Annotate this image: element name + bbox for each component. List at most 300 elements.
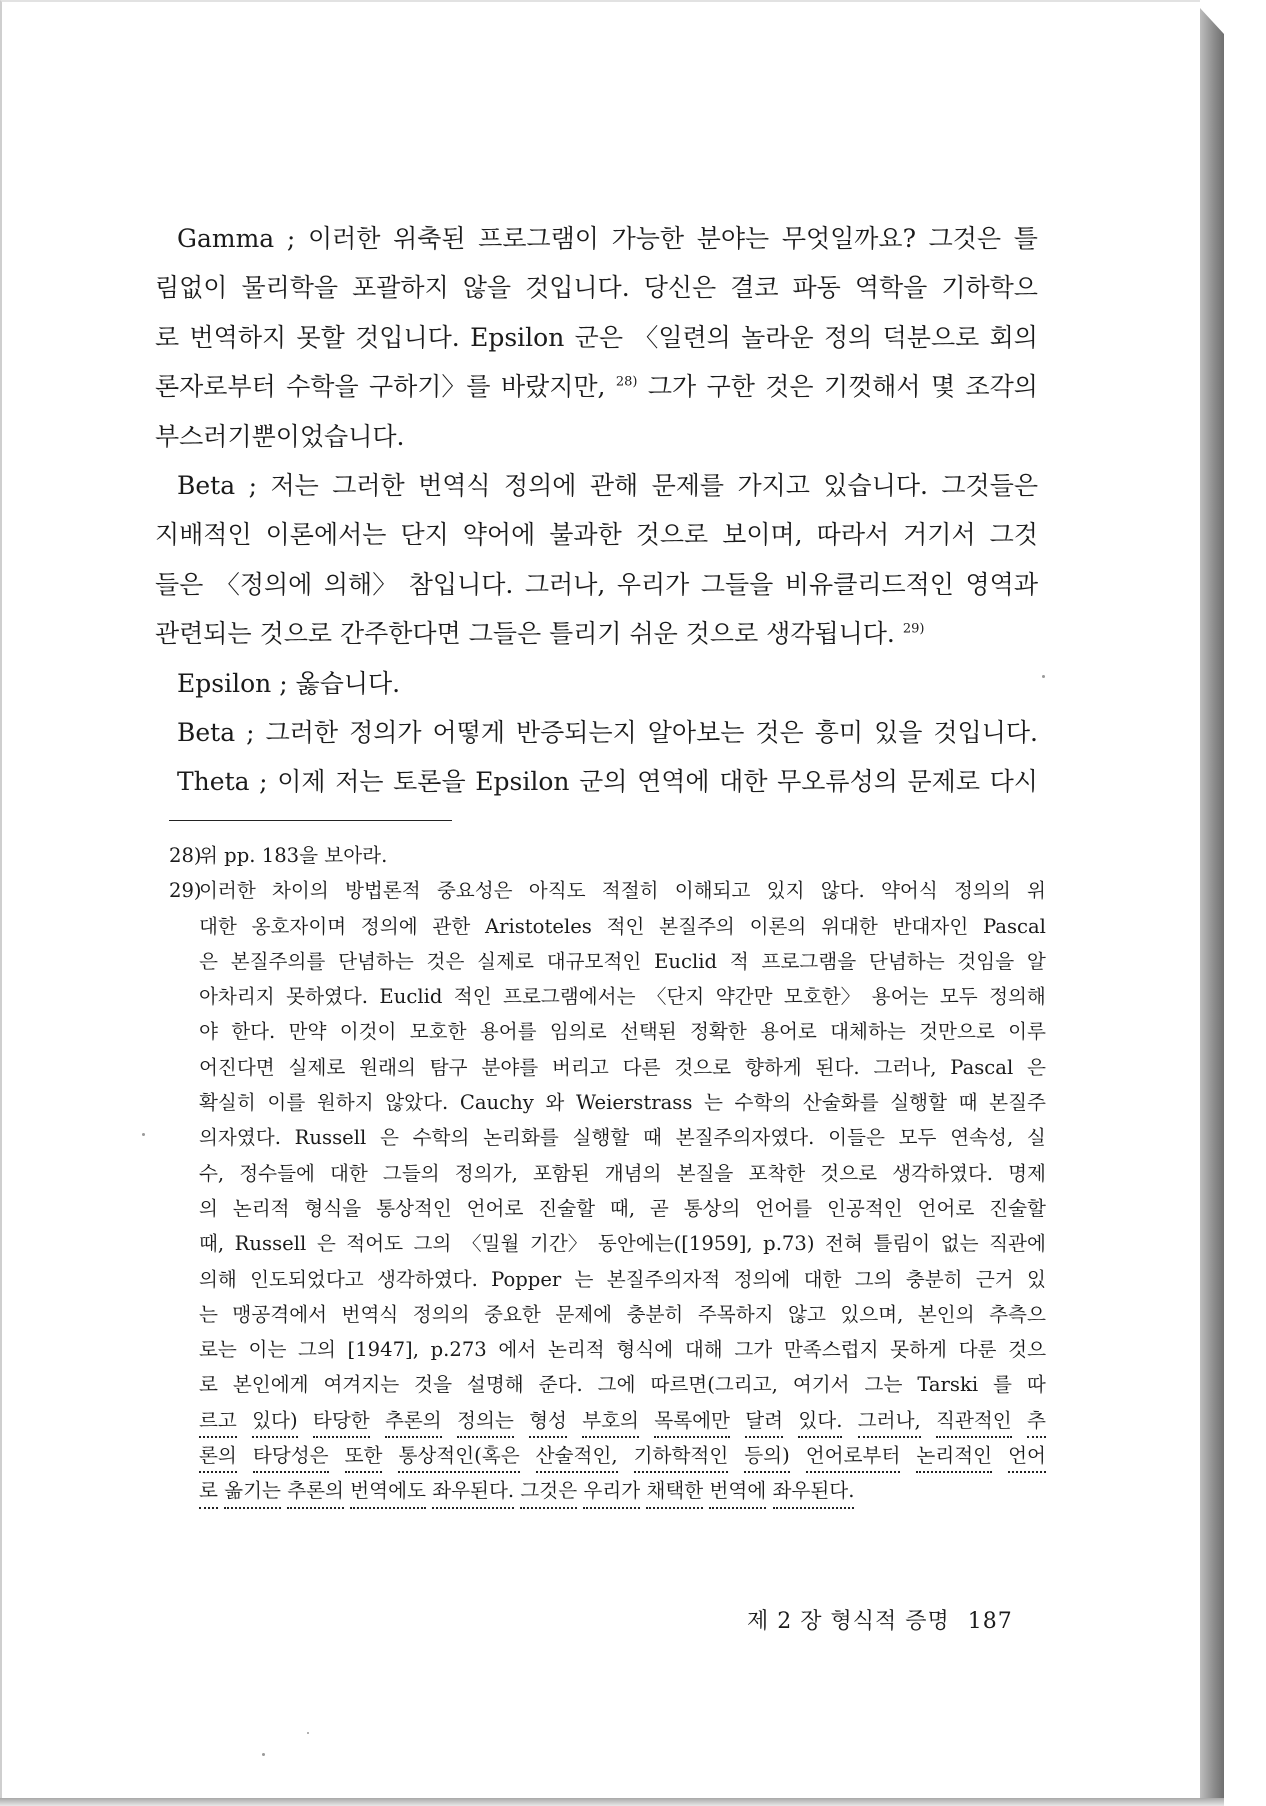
word: 대한 — [719, 767, 768, 797]
word: 정의에 — [360, 914, 418, 938]
word: 그러한 — [265, 717, 339, 747]
word: Euclid — [654, 949, 718, 973]
word: ; — [246, 717, 255, 747]
word: 것만으로 — [919, 1020, 995, 1044]
word: ; — [279, 668, 288, 698]
scan-speck — [1042, 675, 1045, 678]
word: Cauchy — [459, 1091, 534, 1115]
word: 은 — [1027, 1055, 1046, 1079]
word: 언어를 — [755, 1196, 813, 1220]
word: 구하기〉를 — [368, 372, 491, 402]
word: 와 — [545, 1091, 565, 1115]
word: 다시 — [989, 767, 1038, 797]
word: p.273 — [430, 1338, 487, 1362]
word: 연속성, — [950, 1126, 1014, 1150]
word: 림없이 — [155, 273, 228, 303]
word: 것입니다. — [355, 322, 460, 352]
word: 의해〉 — [323, 569, 398, 599]
footnote-line — [169, 1332, 1046, 1367]
footnote-text — [199, 1014, 1046, 1049]
word: 그것은 — [520, 1473, 577, 1508]
word: 옹호자이며 — [251, 914, 347, 938]
word: 정수들에 — [239, 1161, 315, 1185]
word: 적절히 — [601, 879, 659, 903]
word: 못하였다. — [286, 985, 369, 1009]
chapter-title: 제 2 장 형식적 증명 — [747, 1609, 950, 1634]
word: 본질을 — [676, 1161, 734, 1185]
word: 들은 — [155, 569, 204, 599]
word: 못할 — [296, 322, 345, 352]
word: 포함된 — [532, 1161, 590, 1185]
word: 만족스럽지 — [783, 1338, 879, 1362]
word: 그에 — [597, 1373, 636, 1397]
word: 따 — [1026, 1373, 1046, 1397]
word: 언어로부터 — [806, 1438, 901, 1473]
word: 중요한 — [484, 1302, 541, 1326]
word: 물리학을 — [241, 273, 339, 303]
word: 탐구 — [429, 1055, 468, 1079]
word: 몇 — [930, 372, 956, 402]
text-line — [155, 609, 1038, 658]
footnote-line-start — [169, 838, 1046, 873]
word: 관한 — [432, 914, 471, 938]
word: 추론의 — [385, 1403, 442, 1438]
word: 반증되는지 — [516, 717, 637, 747]
word: 생각됩니다. — [766, 619, 895, 649]
word: 통상적인(혹은 — [398, 1438, 519, 1473]
word: 논리적 — [232, 1196, 290, 1220]
word: 용어를 — [479, 1020, 537, 1044]
word: 것으로 — [820, 1161, 878, 1185]
footnote-text — [199, 1120, 1046, 1155]
word: 생각하였다. — [892, 1161, 994, 1185]
word: 에서 — [498, 1338, 537, 1362]
word: 군의 — [579, 767, 628, 797]
word: 때, — [199, 1232, 225, 1256]
page-edge — [1200, 8, 1224, 1804]
word: 는 — [703, 1091, 723, 1115]
word: 인도되었다고 — [250, 1267, 364, 1291]
word: 없는 — [940, 1232, 979, 1256]
word: 부스러기뿐이었습니다. — [155, 421, 405, 451]
text-line — [155, 757, 1038, 806]
footnote-text — [199, 1226, 1046, 1261]
word: 것으로 — [674, 1055, 732, 1079]
word: 대규모적인 — [546, 949, 642, 973]
word: 버리고 — [552, 1055, 609, 1079]
word: 따라서 — [816, 520, 890, 550]
word: 당신은 — [643, 273, 717, 303]
word: 틀리기 — [549, 619, 622, 649]
footnote-line — [169, 1262, 1046, 1297]
word: 가능한 — [611, 224, 685, 253]
word: 그것들은 — [941, 470, 1038, 500]
word: 무오류성의 — [777, 767, 898, 797]
word: 적어도 — [346, 1232, 404, 1256]
word: 타당한 — [313, 1403, 370, 1438]
word: 덕분으로 — [882, 322, 980, 352]
footnote-line — [169, 1156, 1046, 1191]
footnote-line — [169, 1191, 1046, 1226]
word: 론의 — [199, 1438, 237, 1473]
word: 실제로 — [288, 1055, 346, 1079]
footnote-line-start — [169, 873, 1046, 908]
word: 추측으 — [989, 1302, 1046, 1326]
word: 것입니다. — [933, 717, 1038, 747]
word: 본질주의 — [659, 914, 735, 938]
word: 그들은 — [468, 619, 542, 649]
word: 등의) — [744, 1438, 790, 1473]
word: 〈밀월 — [461, 1232, 520, 1256]
footnote-text — [199, 909, 1046, 944]
word: 우리가 — [583, 1473, 640, 1508]
word: 모호한〉 — [783, 985, 861, 1009]
word: 만약 — [288, 1020, 327, 1044]
word: 설명해 — [466, 1373, 524, 1397]
word: 타당성은 — [253, 1438, 329, 1473]
word: 구한 — [706, 372, 755, 402]
word: 맹공격에서 — [232, 1302, 328, 1326]
footnote-divider — [169, 820, 452, 821]
word: 위 — [1026, 879, 1046, 903]
main-text — [155, 214, 1038, 807]
word: 약어식 — [880, 879, 938, 903]
footnote-line — [169, 1014, 1046, 1049]
word: 위대한 — [821, 914, 878, 938]
word: 분야는 — [696, 224, 770, 253]
word: 좌우된다. — [773, 1473, 855, 1508]
word: ; — [248, 470, 257, 500]
word: 그러나, — [873, 1055, 937, 1079]
word: 기껏해서 — [823, 372, 921, 402]
word: 역학을 — [854, 273, 928, 303]
word: 근거 — [975, 1267, 1014, 1291]
word: 산술화를 — [802, 1091, 879, 1115]
footnote-text — [199, 1473, 1046, 1508]
word: 때, — [609, 1196, 636, 1220]
word: 대체하는 — [830, 1020, 906, 1044]
word: 있다) — [252, 1403, 298, 1438]
word: 곧 — [649, 1196, 669, 1220]
word: 아직도 — [528, 879, 586, 903]
word: 것으 — [1008, 1338, 1046, 1362]
word: 은 — [199, 949, 218, 973]
word: 는 — [199, 1302, 218, 1326]
word: 언어 — [1008, 1438, 1046, 1473]
word: 쉬운 — [629, 619, 678, 649]
text-line — [155, 263, 1038, 312]
footnote-line — [169, 1085, 1046, 1120]
word: 정의의 — [953, 879, 1011, 903]
word: 그들의 — [382, 1161, 440, 1185]
word: 이론의 — [749, 914, 807, 938]
word: 있다. — [798, 1403, 842, 1438]
word: 충분히 — [905, 1267, 963, 1291]
word: 로 — [155, 322, 180, 352]
word: 조각의 — [965, 372, 1038, 402]
word: 흥미 — [814, 717, 864, 747]
word: 직관적인 — [936, 1403, 1012, 1438]
word: 형성 — [529, 1403, 567, 1438]
word: 놀라운 — [741, 322, 814, 352]
word: 향하게 — [744, 1055, 802, 1079]
word: 무엇일까요? — [781, 224, 916, 253]
word: 본질주의를 — [230, 949, 326, 973]
word: 형식에 — [616, 1338, 674, 1362]
word: 정의에 — [503, 470, 577, 500]
word: 그가 — [734, 1338, 773, 1362]
word: 이루 — [1008, 1020, 1046, 1044]
word: 문제에 — [555, 1302, 613, 1326]
running-footer — [747, 1604, 1013, 1635]
word: 번역에 — [709, 1473, 766, 1508]
word: 달려 — [745, 1403, 783, 1438]
word: 원래의 — [359, 1055, 416, 1079]
word: [1947], — [347, 1338, 419, 1362]
text-line — [155, 510, 1038, 559]
footnote-line — [169, 1120, 1046, 1155]
word: 불과한 — [549, 520, 622, 550]
word: 것은 — [426, 949, 465, 973]
word: 위 — [199, 844, 218, 867]
word: 것입니다. — [525, 273, 630, 303]
word: 바랐지만, — [500, 372, 606, 402]
word: 수, — [199, 1161, 225, 1185]
word: 언어로 — [917, 1196, 975, 1220]
word: 언어로 — [466, 1196, 524, 1220]
word: 정확한 — [690, 1020, 747, 1044]
footnote-text — [199, 1438, 1046, 1473]
word: 프로그램이 — [478, 224, 599, 253]
word: 기간〉 — [529, 1232, 588, 1256]
word: 실행할 — [890, 1091, 948, 1115]
word: 실 — [1026, 1126, 1046, 1150]
word: 것으로 — [635, 520, 709, 550]
word: 모두 — [898, 1126, 937, 1150]
word: 주목하지 — [697, 1302, 774, 1326]
word: 부호의 — [582, 1403, 639, 1438]
word: 의해 — [199, 1267, 237, 1291]
word: 수학의 — [412, 1126, 470, 1150]
word: 산술적인, — [536, 1438, 618, 1473]
word: 생각하였다. — [376, 1267, 478, 1291]
word: 이러한 — [199, 879, 256, 903]
word: 그의 — [854, 1267, 893, 1291]
word: 아차리지 — [199, 985, 275, 1009]
word: 183을 — [261, 844, 319, 867]
word: 〈일련의 — [633, 322, 731, 352]
footnote-line — [169, 1473, 1046, 1508]
word: 그의 — [413, 1232, 452, 1256]
word: 옳습니다. — [295, 668, 401, 698]
word: 이를 — [267, 1091, 306, 1115]
text-line — [155, 362, 1038, 411]
text-line — [155, 461, 1038, 510]
word: 여겨지는 — [323, 1373, 400, 1397]
word: 정의해 — [989, 985, 1046, 1009]
word: 않고 — [788, 1302, 826, 1326]
word: 단념하는 — [338, 949, 414, 973]
word: Epsilon — [475, 767, 570, 797]
word: pp. — [224, 844, 256, 867]
word: 로는 — [199, 1338, 237, 1362]
word: Theta — [177, 767, 250, 797]
word: 명제 — [1008, 1161, 1046, 1185]
word: 준다. — [538, 1373, 583, 1397]
word: 그것 — [989, 520, 1038, 550]
word: 프로그램을 — [761, 949, 857, 973]
word: 모호한 — [409, 1020, 467, 1044]
word: 한다. — [231, 1020, 276, 1044]
word: 옮기는 — [224, 1473, 281, 1508]
word: 동안에는([1959], — [597, 1232, 753, 1256]
word: 관해 — [589, 470, 639, 500]
word: 틀 — [1013, 224, 1038, 253]
word: 연역에 — [637, 767, 710, 797]
word: 본인의 — [917, 1302, 975, 1326]
word: 그러한 — [332, 470, 405, 500]
footnote-marker: 28) — [169, 844, 202, 867]
word: 것은 — [755, 717, 804, 747]
text-line — [155, 560, 1038, 609]
word: 틀림이 — [873, 1232, 931, 1256]
word: 된다. — [815, 1055, 860, 1079]
footnote-line — [169, 1297, 1046, 1332]
word: 그의 — [298, 1338, 336, 1362]
word: 의 — [199, 1196, 218, 1220]
footnote-text — [199, 1297, 1046, 1332]
word: 진술할 — [989, 1196, 1046, 1220]
word: 있을 — [874, 717, 923, 747]
footnote-text — [199, 1085, 1046, 1120]
word: 못하게 — [890, 1338, 947, 1362]
word: 확실히 — [199, 1091, 256, 1115]
word: 논리적 — [547, 1338, 605, 1362]
word: 어떻게 — [432, 717, 505, 747]
word: 차이의 — [271, 879, 329, 903]
word: 번역에도 — [350, 1473, 426, 1508]
word: 본질주의자였다. — [675, 1126, 815, 1150]
word: 반대자인 — [892, 914, 969, 938]
word: 원하지 — [316, 1091, 374, 1115]
footnote-text — [199, 1050, 1046, 1085]
word: 파동 — [792, 273, 841, 303]
footnote-line — [169, 1050, 1046, 1085]
word: 대한 — [330, 1161, 368, 1185]
footnote-line — [169, 1226, 1046, 1261]
word: 본질주 — [989, 1091, 1046, 1115]
word: 대한 — [803, 1267, 842, 1291]
word: 저는 — [270, 470, 319, 500]
word: 지배적인 — [155, 520, 252, 550]
word: 논리적인 — [916, 1438, 992, 1473]
footnote-line — [169, 909, 1046, 944]
word: 본질주의자적 — [606, 1267, 721, 1291]
word: 통상의 — [683, 1196, 741, 1220]
word: 의자였다. — [199, 1126, 281, 1150]
text-line — [155, 412, 1038, 461]
word: 로 — [199, 1373, 218, 1397]
word: 충분히 — [626, 1302, 684, 1326]
word: 은 — [379, 1126, 399, 1150]
text-line — [155, 214, 1038, 263]
footnotes — [169, 838, 1046, 1509]
word: 참입니다. — [408, 569, 514, 599]
word: 이제 — [277, 767, 326, 797]
word: 있 — [1026, 1267, 1046, 1291]
word: 관련되는 — [155, 619, 252, 649]
word: 를 — [993, 1373, 1012, 1397]
word: 것으로 — [685, 619, 759, 649]
word: 않다. — [820, 879, 865, 903]
word: ; — [259, 767, 268, 797]
word: 이는 — [248, 1338, 287, 1362]
word: 추 — [1027, 1403, 1046, 1438]
word: 것은 — [765, 372, 814, 402]
word: 군은 — [574, 322, 623, 352]
footnote-text — [199, 979, 1046, 1014]
word: 29) — [902, 621, 925, 637]
word: Weierstrass — [575, 1091, 693, 1115]
word: 추론의 — [287, 1473, 344, 1508]
word: 용어로 — [760, 1020, 817, 1044]
word: Epsilon — [470, 322, 565, 352]
word: 실행할 — [572, 1126, 630, 1150]
word: 이해되고 — [674, 879, 751, 903]
word: 모두 — [939, 985, 978, 1009]
word: 그것은 — [928, 224, 1002, 253]
footnote-text — [199, 1332, 1046, 1367]
footnote-text — [199, 1156, 1046, 1191]
word: 르고 — [199, 1403, 237, 1438]
word: 어진다면 — [199, 1055, 275, 1079]
word: 우리가 — [616, 569, 690, 599]
word: 포착한 — [748, 1161, 806, 1185]
text-line — [155, 313, 1038, 362]
word: 거기서 — [903, 520, 976, 550]
word: 단지 — [400, 520, 449, 550]
word: 전혀 — [825, 1232, 863, 1256]
word: 선택된 — [619, 1020, 677, 1044]
word: 있지 — [766, 879, 805, 903]
word: 목록에만 — [654, 1403, 730, 1438]
page-edge-shadow — [0, 1798, 1224, 1806]
word: 그는 — [864, 1373, 903, 1397]
word: 적인 — [606, 914, 645, 938]
footnote-line — [169, 1438, 1046, 1473]
word: 알아보는 — [647, 717, 745, 747]
word: 야 — [199, 1020, 218, 1044]
word: 기하학적인 — [634, 1438, 729, 1473]
word: 않을 — [462, 273, 512, 303]
word: 약간만 — [715, 985, 773, 1009]
word: 번역하지 — [189, 322, 287, 352]
footnote-line — [169, 1367, 1046, 1402]
word: 약어에 — [462, 520, 536, 550]
scan-speck — [142, 1133, 145, 1136]
word: 있으며, — [840, 1302, 904, 1326]
word: 그들을 — [700, 569, 774, 599]
footnote-line — [169, 1403, 1046, 1438]
footnote-line — [169, 979, 1046, 1014]
word: 방법론적 — [344, 879, 421, 903]
word: 은 — [316, 1232, 336, 1256]
word: 수학의 — [734, 1091, 792, 1115]
word: 결코 — [730, 273, 779, 303]
word: 기하학으 — [941, 273, 1038, 303]
word: Euclid — [379, 985, 443, 1009]
word: 것임을 — [957, 949, 1015, 973]
